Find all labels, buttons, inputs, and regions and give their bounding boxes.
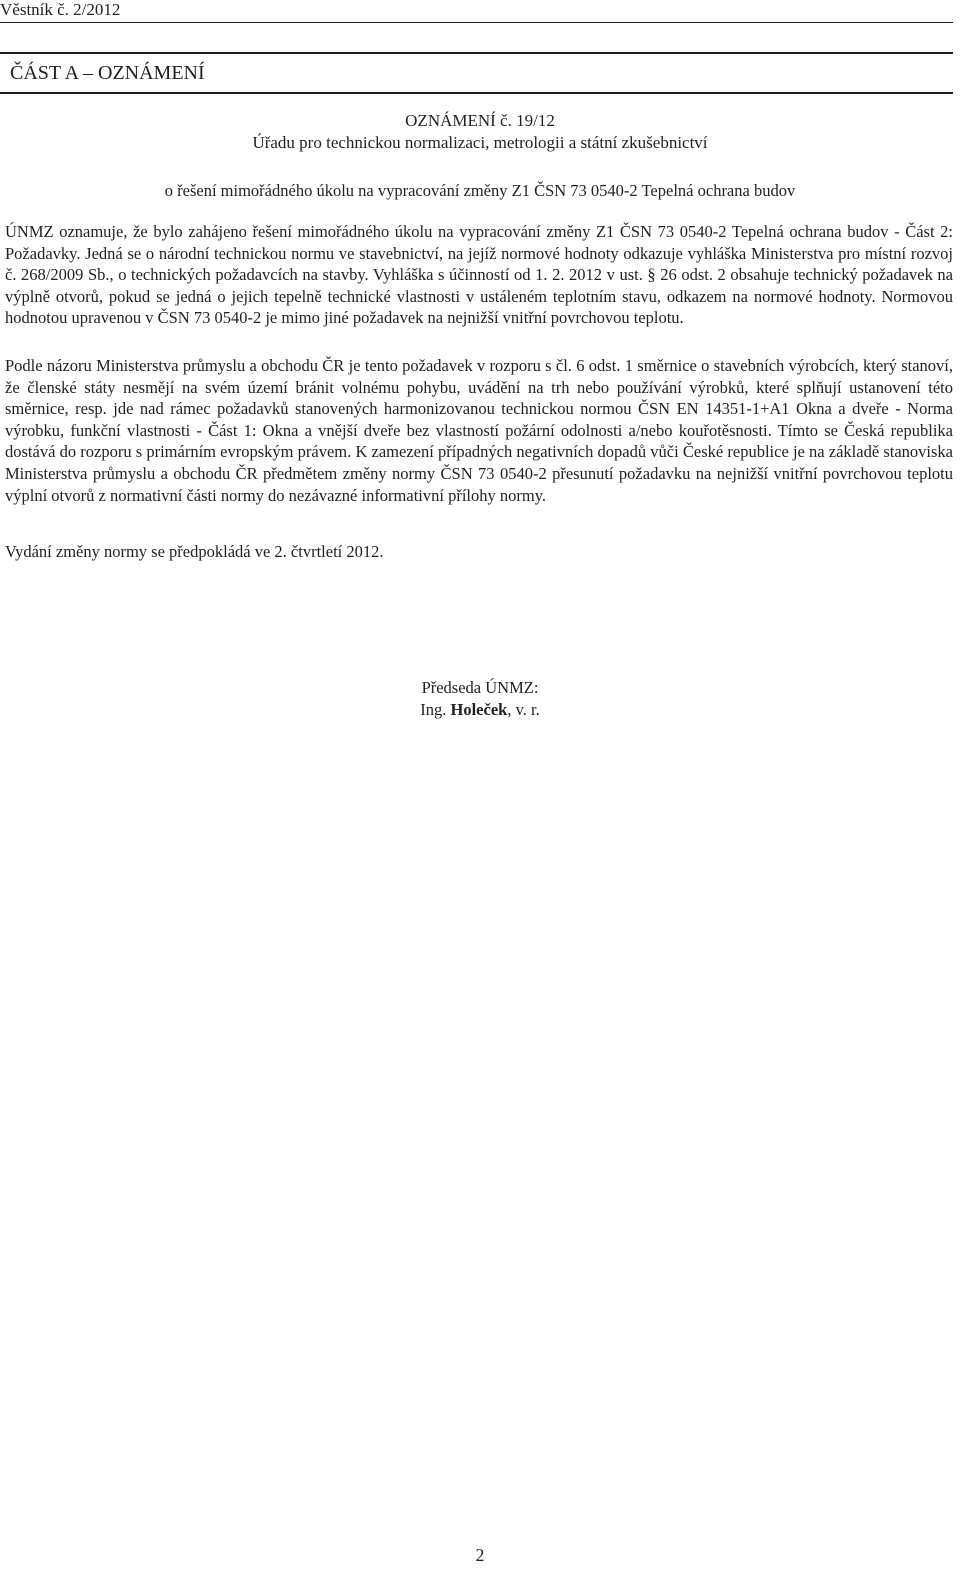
section-rule-top (0, 52, 953, 54)
notice-number: OZNÁMENÍ č. 19/12 (405, 111, 555, 130)
section-title: ČÁST A – OZNÁMENÍ (10, 62, 205, 84)
notice-issuer: Úřadu pro technickou normalizaci, metrologii a státní zkušebnictví (252, 133, 708, 152)
body-paragraph: ÚNMZ oznamuje, že bylo zahájeno řešení mimořádného úkolu na vypracování změny Z1 ČSN 73 0540-2 Tepelná ochrana budov - Část 2: Požadavky. Jedná se o národní technickou normu ve stavebnictví, na jejíž normové hodnoty odkazuje vyhláška Ministerstva pro místní rozvoj č. 268/2009 Sb., o technických požadavcích na stavby. Vyhláška s účinností od 1. 2. 2012 v ust. § 26 odst. 2 obsahuje technický požadavek na výplně otvorů, pokud se jedná o jejich tepelně technické vlastnosti v ustáleném teplotním stavu, odkazem na normové hodnoty. Normovou hodnotou upravenou v ČSN 73 0540-2 je mimo jiné požadavek na nejnižší vnitřní povrchovou teplotu. (5, 222, 953, 328)
body-paragraph: Vydání změny normy se předpokládá ve 2. čtvrtletí 2012. (5, 542, 384, 561)
signature-title-prefix: Ing. (420, 700, 447, 719)
signature-suffix: , v. r. (507, 700, 540, 719)
signature-role: Předseda ÚNMZ: (421, 678, 539, 697)
signature-name-line (0, 699, 960, 721)
journal-header: Věstník č. 2/2012 (0, 0, 121, 19)
header-rule (0, 22, 953, 23)
section-rule-bottom (0, 92, 953, 94)
body-paragraph: Podle názoru Ministerstva průmyslu a obchodu ČR je tento požadavek v rozporu s čl. 6 odst. 1 směrnice o stavebních výrobcích, který stanoví, že členské státy nesmějí na svém území bránit volnému pohybu, uvádění na trh nebo používání výrobků, které splňují ustanovení této směrnice, resp. jde nad rámec požadavků stanovených harmonizovanou technickou normou ČSN EN 14351-1+A1 Okna a dveře - Norma výrobku, funkční vlastnosti - Část 1: Okna a vnější dveře bez vlastností požární odolnosti a/nebo kouřotěsnosti. Tímto se Česká republika dostává do rozporu s primárním evropským právem. K zamezení případných negativních dopadů vůči České republice je na základě stanoviska Ministerstva průmyslu a obchodu ČR předmětem změny normy ČSN 73 0540-2 přesunutí požadavku na nejnižší vnitřní povrchovou teplotu výplní otvorů z normativní části normy do nezávazné informativní přílohy normy. (5, 356, 953, 505)
page-number: 2 (475, 1545, 485, 1565)
notice-subject: o řešení mimořádného úkolu na vypracování změny Z1 ČSN 73 0540-2 Tepelná ochrana budov (164, 181, 796, 200)
signature-name: Holeček (450, 700, 508, 719)
signature-block (0, 677, 960, 721)
